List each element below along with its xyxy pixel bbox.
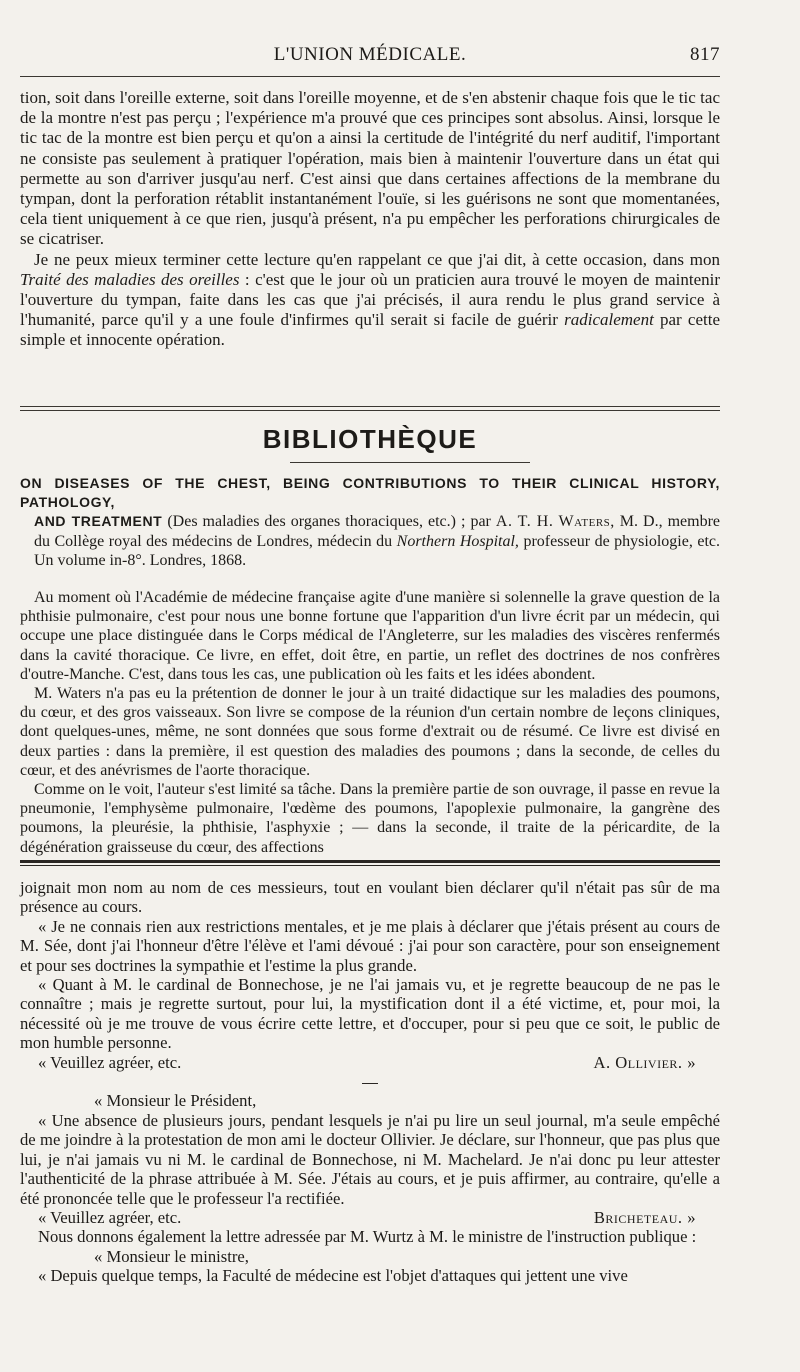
letter-paragraph: « Quant à M. le cardinal de Bonnechose, je ne l'ai jamais vu, et je regrette beaucoup de ne pas le connaître ; mais je regrette surtout, pour lui, la mystification dont il a été victime, et, pour moi, la nécessité où je me trouve de vous écrire cette lettre, et d'occuper, pour si peu que ce soit, le public de mon humble personne. bbox=[20, 975, 720, 1053]
editorial-paragraph: Nous donnons également la lettre adressée par M. Wurtz à M. le ministre de l'instruction publique : bbox=[38, 1227, 697, 1247]
signature-ollivier: A. Ollivier. » bbox=[593, 1052, 696, 1072]
review-paragraph: Comme on le voit, l'auteur s'est limité sa tâche. Dans la première partie de son ouvrage, il passe en revue la pneumonie, l'emphysème pulmonaire, l'œdème des poumons, l'apoplexie pulmonaire, la gangrène des poumons, la pleurésie, la phthisie, l'asphyxie ; — dans la seconde, il traite de la péricardite, de la dégénération graisseuse du cœur, des affections bbox=[20, 781, 720, 856]
signature-line bbox=[20, 1208, 720, 1227]
section-heading: BIBLIOTHÈQUE bbox=[262, 424, 478, 454]
signature-bricheteau: Bricheteau. » bbox=[593, 1207, 696, 1227]
book-title-italic: Traité des maladies des oreilles bbox=[20, 269, 240, 289]
review-paragraph: Au moment où l'Académie de médecine française agite d'une manière si solennelle la grave question de la phthisie pulmonaire, c'est pour nous une bonne fortune que l'apparition d'un livre écrit par un médecin, qui occupe une place distinguée dans le Corps médical de l'Angleterre, sur les maladies des viscères renfermés dans la cavité thoracique. Ce livre, en effet, doit être, en partie, un reflet des doctrines de nos confrères d'outre-Manche. C'est, dans tous les cas, une publication où les faits et les idées abondent. bbox=[20, 589, 720, 683]
book-author: A. T. H. Waters, bbox=[495, 513, 615, 531]
closing-formula: « Veuillez agréer, etc. bbox=[38, 1207, 182, 1227]
emphasis-italic: radicalement bbox=[564, 310, 654, 330]
letter-salutation: « Monsieur le ministre, bbox=[94, 1246, 249, 1266]
book-title-caps: ON DISEASES OF THE CHEST, BEING CONTRIBUTIONS TO THEIR CLINICAL HISTORY, PATHOLOGY, bbox=[20, 475, 720, 511]
header-rule bbox=[20, 76, 720, 77]
letter-separator bbox=[20, 1072, 720, 1091]
signature-line bbox=[20, 1053, 720, 1072]
letter-salutation: « Monsieur le Président, bbox=[94, 1091, 257, 1111]
hospital-name: Northern Hospital, bbox=[396, 532, 519, 550]
running-header bbox=[20, 44, 720, 70]
closing-formula: « Veuillez agréer, etc. bbox=[38, 1052, 182, 1072]
article-paragraph: tion, soit dans l'oreille externe, soit dans l'oreille moyenne, et de s'en abstenir chaque fois que le tic tac de la montre n'est pas perçu ; l'expérience m'a prouvé que ces principes sont absolus. Ainsi, lorsque le tic tac de la montre est bien perçu et qu'on a ainsi la certitude de l'intégrité du nerf auditif, l'important ne consiste pas seulement à pratiquer l'opération, mais bien à maintenir l'ouverture dans un état qui permette au son d'arriver jusqu'au nerf. C'est ainsi que dans certaines affections de la membrane du tympan, dont la perforation rétablit instantanément l'ouïe, si les guérisons ne sont que momentanées, cela tient uniquement à ce que rien, jusqu'à présent, n'a pu empêcher les perforations chirurgicales de se cicatriser. bbox=[20, 88, 720, 249]
letter-paragraph: « Depuis quelque temps, la Faculté de médecine est l'objet d'attaques qui jettent une vive bbox=[38, 1266, 628, 1286]
letter-paragraph: « Une absence de plusieurs jours, pendant lesquels je n'ai pu lire un seul journal, m'a seule empêché de me joindre à la protestation de mon ami le docteur Ollivier. Je déclare, sur l'honneur, que pas plus que lui, je n'ai jamais vu ni M. le cardinal de Bonnechose, ni M. Machelard. Je n'ai donc pu leur attester l'authenticité de la phrase attribuée à M. Sée. J'étais au cours, et je puis affirmer, au contraire, qu'elle a été prononcée telle que le professeur l'a rectifiée. bbox=[20, 1110, 720, 1208]
feuilleton-separator bbox=[20, 860, 720, 866]
section-rule bbox=[20, 406, 720, 411]
review-paragraph: M. Waters n'a pas eu la prétention de donner le jour à un traité didactique sur les maladies des poumons, du cœur, et des gros vaisseaux. Son livre se compose de la réunion d'un certain nombre de leçons cliniques, dont quelques-unes, même, ne sont données que sous forme d'extrait ou de résumé. Ce livre est divisé en deux parties : dans la première, il est question des maladies des poumons ; dans la seconde, de celles du cœur, et des anévrismes de l'aorte thoracique. bbox=[20, 685, 720, 779]
letters-section bbox=[20, 878, 720, 1286]
article-continuation bbox=[20, 88, 720, 351]
page-number: 817 bbox=[690, 44, 720, 65]
letter-paragraph: « Je ne connais rien aux restrictions mentales, et je me plais à déclarer que j'étais présent au cours de M. Sée, dont j'ai l'honneur d'être l'élève et l'ami dévoué : j'ai pour son caractère, pour son enseignement et pour ses doctrines la sympathie et l'estime la plus grande. bbox=[20, 916, 720, 975]
book-review bbox=[20, 474, 720, 857]
article-closing-paragraph: Je ne peux mieux terminer cette lecture qu'en rappelant ce que j'ai dit, à cette occasion, dans mon Traité des maladies des oreilles : c'est que le jour où un praticien aura trouvé le moyen de maintenir l'ouverture du tympan, faite dans les cas que j'ai précisés, il aura rendu le plus grand service à l'humanité, parce qu'il y a une foule d'infirmes qu'il serait si facile de guérir radicalement par cette simple et innocente opération. bbox=[20, 249, 720, 350]
letter-paragraph: joignait mon nom au nom de ces messieurs, tout en voulant bien déclarer qu'il n'était pas sûr de ma présence au cours. bbox=[20, 878, 720, 917]
section-underline bbox=[290, 462, 530, 463]
book-citation: ON DISEASES OF THE CHEST, BEING CONTRIBUTIONS TO THEIR CLINICAL HISTORY, PATHOLOGY, AND TREATMENT (Des maladies des organes thoraciques, etc.) ; par A. T. H. Waters, M. D., membre du Collège royal des médecins de Londres, médecin du Northern Hospital, professeur de physiologie, etc. Un volume in-8°. Londres, 1868. bbox=[20, 475, 721, 569]
journal-title: L'UNION MÉDICALE. bbox=[273, 44, 467, 65]
